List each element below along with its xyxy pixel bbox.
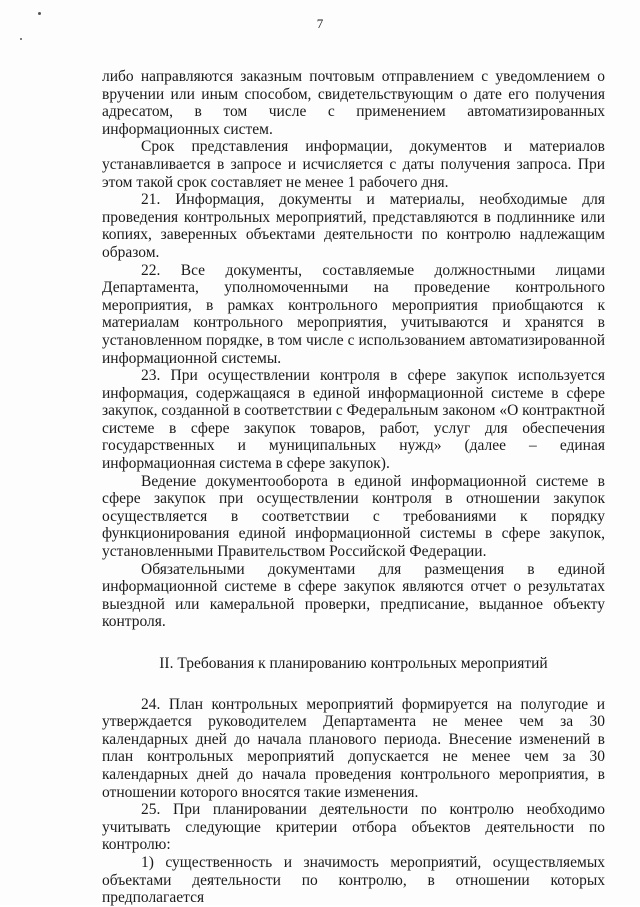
paragraph: Обязательными документами для размещения в единой информационной системе в сфере закупок являются отчет о результатах выездной или камеральной проверки, предписание, выданное объекту контроля. <box>102 560 605 631</box>
paragraph: Ведение документооборота в единой информационной системе в сфере закупок при осуществлении контроля в отношении закупок осуществляется в соответствии с требованиями к порядку функционирования единой информационной системы в сфере закупок, установленными Правительством Российской Федерации. <box>102 472 605 561</box>
paragraph-clause-24: 24. План контрольных мероприятий формируется на полугодие и утверждается руководителем Департамента не менее чем за 30 календарных дней до начала планового периода. Внесение изменений в план контрольных мероприятий допускается не менее чем за 30 календарных дней до начала проведения контрольного мероприятия, в отношении которого вносятся такие изменения. <box>102 695 605 801</box>
scan-speck <box>20 38 22 40</box>
page-number: 7 <box>316 16 324 31</box>
paragraph-clause-21: 21. Информация, документы и материалы, необходимые для проведения контрольных мероприятий, представляются в подлиннике или копиях, заверенных объектами деятельности по контролю надлежащим образом. <box>102 191 605 261</box>
paragraph: либо направляются заказным почтовым отправлением с уведомлением о вручении или иным способом, свидетельствующим о дате его получения адресатом, в том числе с применением автоматизированных информационных систем. <box>102 68 605 138</box>
paragraph-subclause-1: 1) существенность и значимость мероприятий, осуществляемых объектами деятельности по контролю, в отношении которых предполагается <box>102 853 605 907</box>
scan-speck <box>38 12 41 15</box>
section-heading: II. Требования к планированию контрольных мероприятий <box>159 655 548 672</box>
paragraph: Срок представления информации, документов и материалов устанавливается в запросе и исчисляется с даты получения запроса. При этом такой срок составляет не менее 1 рабочего дня. <box>102 138 605 191</box>
document-body <box>102 68 605 907</box>
paragraph-clause-25: 25. При планировании деятельности по контролю необходимо учитывать следующие критерии отбора объектов деятельности по контролю: <box>102 801 605 854</box>
paragraph-clause-23: 23. При осуществлении контроля в сфере закупок используется информация, содержащаяся в единой информационной системе в сфере закупок, созданной в соответствии с Федеральным законом «О контрактной системе в сфере закупок товаров, работ, услуг для обеспечения государственных и муниципальных нужд» (далее – единая информационная система в сфере закупок). <box>102 367 605 473</box>
paragraph-clause-22: 22. Все документы, составляемые должностными лицами Департамента, уполномоченными на проведение контрольного мероприятия, в рамках контрольного мероприятия приобщаются к материалам контрольного мероприятия, учитываются и хранятся в установленном порядке, в том числе с использованием автоматизированной информационной системы. <box>102 261 605 367</box>
